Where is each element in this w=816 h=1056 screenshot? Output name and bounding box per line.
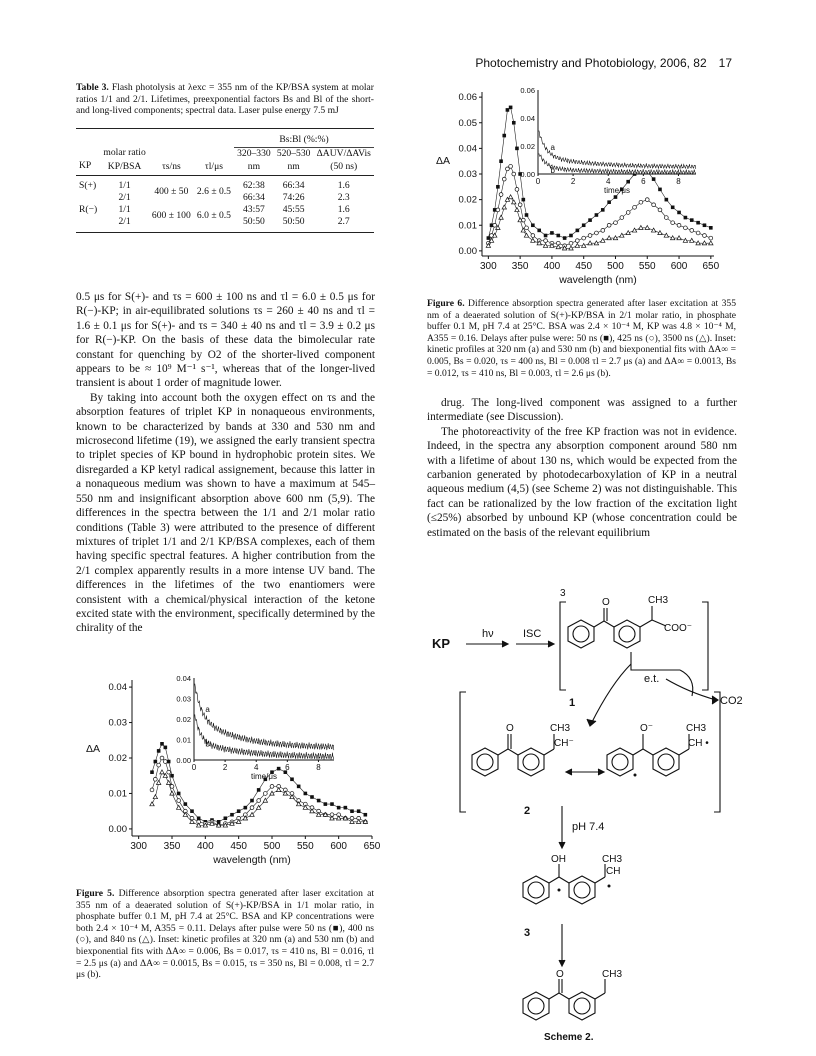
left-column-text [76, 290, 375, 636]
data-point-circle [150, 788, 154, 792]
hv-label: hν [482, 628, 494, 640]
x-tick-label: 600 [330, 841, 348, 852]
methyl-label-2: CH3 [550, 723, 571, 734]
x-tick-label: 300 [130, 841, 148, 852]
data-point-circle [263, 792, 267, 796]
data-point-square [304, 792, 308, 796]
data-point-circle [677, 223, 681, 227]
data-point-square [197, 816, 201, 820]
x-tick-label: 500 [263, 841, 281, 852]
data-point-square [184, 802, 188, 806]
inset-x-tick-label: 4 [253, 763, 259, 772]
data-point-circle [709, 236, 713, 240]
table3-cell: 1.6 [337, 203, 350, 215]
data-point-square [290, 777, 294, 781]
data-point-square [588, 218, 592, 222]
ch-label: CH [606, 866, 621, 877]
x-tick-label: 550 [638, 261, 656, 272]
data-point-triangle [515, 208, 519, 212]
figure5-label: Figure 5. [76, 888, 115, 899]
data-point-square [556, 234, 560, 238]
data-point-square [576, 229, 580, 233]
table3-col-tl: τl/μs [204, 161, 223, 172]
data-point-square [170, 774, 174, 778]
data-point-square [160, 742, 164, 746]
table3-cell: 50:50 [282, 215, 305, 227]
data-point-square [537, 229, 541, 233]
compound-3-label: 3 [524, 927, 531, 939]
data-point-square [224, 816, 228, 820]
data-point-circle [626, 211, 630, 215]
table-row [76, 180, 374, 192]
data-point-square [531, 223, 535, 227]
data-point-circle [633, 205, 637, 209]
x-tick-label: 500 [607, 261, 624, 272]
table-bottom-rule [76, 232, 374, 233]
compound-1-label: 1 [569, 697, 576, 709]
inset-curve-label: a [205, 704, 210, 714]
data-point-square [525, 213, 529, 217]
data-point-triangle [196, 823, 200, 827]
y-tick-label: 0.00 [108, 823, 127, 835]
data-point-square [177, 792, 181, 796]
data-point-circle [575, 239, 579, 243]
inset-y-tick-label: 0.01 [176, 735, 191, 745]
data-point-triangle [243, 816, 247, 820]
table-row [76, 204, 374, 216]
methyl-label: CH3 [648, 595, 669, 606]
data-point-circle [160, 756, 164, 760]
x-tick-label: 400 [543, 261, 561, 272]
table3-cell: 2/1 [118, 215, 131, 227]
paragraph: The photoreactivity of the free KP fraction was not in evidence. Indeed, in the spectra any absorption component around 580 nm with a lifetime of about 130 ns, which would be expected from the carbanion generated by photodecarboxylation of KP in a neutral aqueous medium (4,5) (see Scheme 2) was not distinguishable. This fact can be rationalized by the low fraction of the excitation light (≤25%) absorbed by unbound KP (whose concentration could be estimated on the basis of the relevant equilibrium [427, 425, 737, 539]
ph-label: pH 7.4 [572, 821, 605, 833]
paragraph: By taking into account both the oxygen effect on τs and the absorption features of triplet KP in nonaqueous environments, known to be characterized by bands at 330 and 530 nm and microsecond lifetime (19), we assigned the early transient spectra to triplet species of KP bound in hydrophobic protein sites. We disregarded a KP ketyl radical assignement, because this latter in a nonaqueous medium was shown to have a maximum at 545–550 nm and insignificant absorption above 600 nm (5,9). The differences in the spectra between the 1/1 and 2/1 molar ratio conditions (Table 3) were attributed to the presence of different mixtures of triplet 1/1 and 2/1 KP/BSA complexes, each of them having specific spectral features. A higher contribution from the 2/1 complex apparently results in a more intense UV band. The differences in the lifetimes of the two enantiomers were consistent with a chemical/physical interaction of the ketone excited state with the environment, specifically determined by the chirality of the [76, 391, 375, 635]
inset-x-tick-label: 0 [191, 763, 197, 772]
y-tick-label: 0.02 [458, 194, 477, 206]
table3-col-ts: τs/ns [161, 161, 181, 172]
data-point-square [665, 198, 669, 202]
y-tick-label: 0.03 [108, 717, 127, 729]
data-point-square [330, 802, 334, 806]
table3-cell: 2.3 [337, 191, 350, 203]
data-point-circle [601, 228, 605, 232]
x-tick-label: 650 [702, 261, 720, 272]
figure5-caption [76, 888, 374, 981]
paragraph: drug. The long-lived component was assigned to a further intermediate (see Discussion). [427, 397, 737, 424]
data-point-triangle [276, 788, 280, 792]
data-point-circle [270, 784, 274, 788]
x-tick-label: 300 [480, 261, 497, 272]
data-point-square [550, 231, 554, 235]
table3-cell: 600 ± 100 [151, 209, 191, 221]
data-point-circle [163, 760, 167, 764]
data-point-square [595, 213, 599, 217]
table3-caption [76, 82, 374, 117]
data-point-triangle [170, 791, 174, 795]
data-point-triangle [531, 238, 535, 242]
data-point-square [257, 788, 261, 792]
product-o-label: O [556, 969, 564, 980]
running-header [475, 56, 732, 70]
data-point-square [506, 108, 510, 112]
figure5-chart [76, 668, 381, 888]
data-point-square [317, 799, 321, 803]
data-point-square [652, 177, 656, 181]
table3-cell: 66:34 [242, 191, 265, 203]
y-axis-label: ΔA [436, 155, 451, 167]
scheme2-label: Scheme 2. [544, 1032, 594, 1043]
page-number: 17 [718, 56, 732, 70]
inset-y-tick-label: 0.00 [176, 756, 191, 765]
table3-label: Table 3. [76, 82, 109, 93]
hydroxyl-label: OH [551, 854, 566, 865]
data-point-triangle [502, 205, 506, 209]
data-point-circle [639, 200, 643, 204]
data-point-triangle [512, 200, 516, 204]
x-tick-label: 450 [575, 261, 593, 272]
inset-y-tick-label: 0.00 [520, 170, 535, 179]
table3-cell: 2/1 [118, 191, 131, 203]
data-point-triangle [270, 791, 274, 795]
inset-curve-label: b [205, 739, 210, 749]
data-point-square [502, 134, 506, 138]
radical-ch-label: CH • [688, 738, 709, 749]
data-point-triangle [176, 805, 180, 809]
data-point-circle [658, 208, 662, 212]
inset-x-axis-label: time/μs [251, 772, 277, 781]
data-point-circle [645, 198, 649, 202]
data-point-square [544, 234, 548, 238]
data-point-square [709, 226, 713, 230]
data-point-square [150, 770, 154, 774]
inset-x-axis-label: time/μs [604, 186, 630, 195]
data-point-circle [595, 231, 599, 235]
table3-col-da-1: ΔAUV/ΔAVis [316, 147, 371, 159]
x-axis-label: wavelength (nm) [559, 274, 637, 286]
data-point-square [344, 806, 348, 810]
data-point-square [487, 236, 491, 240]
journal-citation: Photochemistry and Photobiology, 2006, 82 [475, 56, 707, 70]
table3-group-header: Bs:Bl (%:%) [234, 133, 374, 147]
data-point-square [696, 221, 700, 225]
data-point-circle [177, 799, 181, 803]
data-point-square [684, 216, 688, 220]
data-point-square [690, 218, 694, 222]
carbonyl-o-2: O [506, 723, 514, 734]
data-point-triangle [303, 805, 307, 809]
data-point-circle [502, 177, 506, 181]
data-point-circle [696, 231, 700, 235]
table3-cell: 2.7 [337, 215, 350, 227]
data-point-square [157, 749, 161, 753]
inset-y-tick-label: 0.04 [176, 674, 191, 683]
isc-label: ISC [523, 628, 542, 640]
data-point-square [164, 746, 168, 750]
table3-col-ratio-1: molar ratio [103, 147, 146, 159]
et-line [631, 652, 680, 670]
data-point-circle [250, 806, 254, 810]
carboxylate-label: COO⁻ [664, 623, 693, 634]
table-top-rule [76, 128, 374, 129]
data-point-circle [496, 208, 500, 212]
data-point-square [357, 809, 361, 813]
table3-col-b1-1: 320–330 [237, 147, 271, 159]
data-point-triangle [156, 781, 160, 785]
data-point-square [244, 806, 248, 810]
data-point-triangle [160, 770, 164, 774]
table3-cell: 400 ± 50 [154, 185, 189, 197]
carbonyl-o: O [602, 597, 610, 608]
x-tick-label: 350 [163, 841, 181, 852]
table3-cell: 74:26 [282, 191, 305, 203]
table3-col-ratio-2: KP/BSA [107, 161, 142, 172]
inset-x-tick-label: 2 [222, 763, 228, 772]
bracket-right [702, 602, 708, 690]
x-tick-label: 650 [363, 841, 381, 852]
data-point-circle [518, 203, 522, 207]
table3-col-da-2: (50 ns) [330, 161, 358, 172]
data-point-circle [620, 216, 624, 220]
inset-y-tick-label: 0.02 [520, 142, 535, 151]
inset-x-tick-label: 8 [316, 763, 321, 772]
data-point-circle [582, 236, 586, 240]
inset-y-tick-label: 0.03 [176, 694, 191, 704]
data-point-square [324, 802, 328, 806]
bracket-left [560, 602, 566, 690]
y-tick-label: 0.02 [108, 753, 127, 764]
table3-cell: 1.6 [337, 179, 350, 191]
data-point-triangle [508, 195, 512, 199]
compound-2-label: 2 [524, 805, 531, 817]
data-point-square [658, 188, 662, 192]
data-point-square [703, 223, 707, 227]
y-tick-label: 0.04 [108, 682, 127, 694]
carbanion-label: CH⁻ [554, 738, 574, 749]
data-point-circle [569, 241, 573, 245]
y-tick-label: 0.01 [458, 220, 477, 232]
data-point-circle [170, 784, 174, 788]
table3-cell: 62:38 [242, 179, 265, 191]
methyl-label-4: CH3 [602, 854, 623, 865]
data-point-square [563, 236, 567, 240]
inset-y-tick-label: 0.02 [176, 715, 191, 724]
data-point-square [337, 806, 341, 810]
inset-curve-label: a [550, 142, 555, 152]
data-point-circle [512, 172, 516, 176]
inset-x-tick-label: 8 [676, 177, 681, 186]
data-point-circle [157, 763, 161, 767]
data-point-triangle [153, 795, 157, 799]
data-point-square [515, 147, 519, 151]
data-point-square [671, 206, 675, 210]
table3-cell: 66:34 [282, 179, 305, 191]
data-point-square [496, 185, 500, 189]
table3-caption-text: Flash photolysis at λexc = 355 nm of the KP/BSA system at molar ratios 1/1 and 2/1. Lifetimes, preexponential factors Bs and Bl of the short- and long-lived components; spectral data. Laser pulse energy 7.5 mJ [76, 82, 374, 117]
data-point-square [230, 813, 234, 817]
inset-y-tick-label: 0.04 [520, 114, 535, 123]
ring [568, 620, 594, 648]
enolate-o-label: O⁻ [640, 723, 654, 734]
data-point-square [237, 809, 241, 813]
data-point-square [350, 809, 354, 813]
y-tick-label: 0.00 [458, 245, 477, 257]
y-tick-label: 0.01 [108, 788, 127, 800]
inset-x-tick-label: 6 [285, 763, 290, 772]
table3-cell: 50:50 [242, 215, 265, 227]
table3-col-b2-2: nm [287, 161, 300, 172]
right-column-text [427, 396, 737, 540]
y-tick-label: 0.03 [458, 169, 477, 180]
data-point-square [626, 180, 630, 184]
data-point-circle [544, 239, 548, 243]
table3-cell: R(−) [79, 203, 98, 215]
data-point-square [154, 760, 158, 764]
data-point-triangle [310, 809, 314, 813]
data-point-triangle [499, 215, 503, 219]
data-point-triangle [150, 802, 154, 806]
data-point-square [607, 200, 611, 204]
data-point-circle [683, 226, 687, 230]
x-tick-label: 450 [230, 841, 248, 852]
et-label: e.t. [644, 673, 660, 685]
data-point-circle [531, 234, 535, 238]
data-point-square [364, 813, 368, 817]
co2-label: CO2 [720, 695, 743, 707]
data-point-circle [499, 193, 503, 197]
data-point-circle [515, 187, 519, 191]
data-point-square [310, 795, 314, 799]
data-point-triangle [283, 791, 287, 795]
data-point-circle [703, 234, 707, 238]
data-point-square [522, 198, 526, 202]
data-point-square [677, 211, 681, 215]
data-point-square [297, 785, 301, 789]
data-point-circle [671, 221, 675, 225]
x-tick-label: 550 [296, 841, 314, 852]
data-point-square [190, 809, 194, 813]
paragraph: 0.5 μs for S(+)- and τs = 600 ± 100 ns and τl = 6.0 ± 0.5 μs for R(−)-KP; in air-equilibrated solutions τs = 260 ± 40 ns and τl = 1.6 ± 0.1 μs for S(+)- and τs = 340 ± 40 ns and τl = 3.9 ± 0.2 μs for R(−)-KP. On the basis of these data the bimolecular rate constant for quenching by O2 of the shorter-lived component appears to be ≈ 10⁹ M⁻¹ s⁻¹, whereas that of the longer-lived transient is about 1 order of magnitude lower. [76, 291, 375, 390]
kp-label: KP [432, 636, 451, 651]
x-tick-label: 400 [196, 841, 214, 852]
inset-y-tick-label: 0.06 [520, 86, 535, 95]
scheme2-diagram [426, 574, 746, 1044]
table3-col-b2-1: 520–530 [276, 147, 311, 159]
data-point-circle [153, 777, 157, 781]
data-point-square [250, 799, 254, 803]
y-tick-label: 0.04 [458, 143, 477, 155]
data-point-square [614, 195, 618, 199]
inset-x-tick-label: 4 [605, 177, 611, 186]
table3-cell: 43:57 [242, 203, 265, 215]
figure6-caption [427, 298, 736, 379]
data-point-circle [588, 234, 592, 238]
table3-cell: 1/1 [118, 203, 131, 215]
y-tick-label: 0.06 [458, 92, 477, 104]
data-point-circle [257, 799, 261, 803]
data-point-square [509, 106, 513, 110]
y-tick-label: 0.05 [458, 117, 477, 129]
data-point-circle [493, 223, 497, 227]
inset-curve-label: b [550, 165, 555, 175]
data-point-square [277, 767, 281, 771]
table3-cell: 1/1 [118, 179, 131, 191]
data-point-circle [509, 164, 513, 168]
data-point-triangle [316, 812, 320, 816]
y-axis-label: ΔA [86, 743, 101, 755]
data-point-circle [607, 223, 611, 227]
data-point-square [499, 159, 503, 163]
figure6-chart [426, 80, 726, 295]
table3-grid [76, 133, 374, 228]
inset-x-tick-label: 2 [570, 177, 576, 186]
table3-cell: 45:55 [282, 203, 305, 215]
x-axis-label: wavelength (nm) [213, 854, 291, 866]
figure6-caption-text: Difference absorption spectra generated after laser excitation at 355 nm of a deaerated solution of S(+)-KP/BSA in 2/1 molar ratio, in phosphate buffer 0.1 M, pH 7.4 at 25°C. BSA was 2.4 × 10⁻⁴ M, KP was 4.8 × 10⁻⁴ M, A355 = 0.16. Delays after pulse were: 50 ns (■), 425 ns (○), 3500 ns (△). Inset: kinetic profiles at 320 nm (a) and 530 nm (b) and biexponential fits with ΔA∞ = 0.005, Bs = 0.020, τs = 400 ns, Bl = 0.008 τl = 2.7 μs (a) and ΔA∞ = 0.0013, Bs = 0.012, τs = 410 ns, Bl = 0.003, τl = 2.6 μs (b). [427, 298, 736, 379]
inset-x-tick-label: 0 [535, 177, 541, 186]
inset-x-tick-label: 6 [641, 177, 646, 186]
data-point-square [569, 234, 573, 238]
product-methyl-label: CH3 [602, 969, 623, 980]
figure5-caption-text: Difference absorption spectra generated after laser excitation at 355 nm of a deaerated solution of S(+)-KP/BSA in 1/1 molar ratio, in phosphate buffer 0.1 M, pH 7.4 at 25°C. BSA and KP concentrations were both 2.4 × 10⁻⁴ M, A355 = 0.11. Delays after pulse were 50 ns (■), 400 ns (○), and 840 ns (△). Inset: kinetic profiles at 320 nm (a) and 530 nm (b) and biexponential fits with ΔA∞ = 0.006, Bs = 0.017, τs = 410 ns, Bl = 0.016, τl = 2.5 μs (a) and ΔA∞ = 0.0015, Bs = 0.015, τs = 350 ns, Bl = 0.008, τl = 2.7 μs (b). [76, 888, 374, 981]
x-tick-label: 600 [670, 261, 688, 272]
data-point-circle [167, 770, 171, 774]
data-point-square [601, 208, 605, 212]
data-point-triangle [166, 781, 170, 785]
methyl-label-3: CH3 [686, 723, 707, 734]
x-tick-label: 350 [511, 261, 529, 272]
table3-col-b1-2: nm [247, 161, 261, 172]
table3-cell: 2.6 ± 0.5 [196, 185, 231, 197]
table3-cell: 6.0 ± 0.5 [196, 209, 231, 221]
data-point-circle [690, 228, 694, 232]
data-point-square [582, 223, 586, 227]
data-point-circle [652, 203, 656, 207]
table3 [76, 128, 374, 233]
data-point-square [512, 121, 516, 125]
data-point-triangle [236, 820, 240, 824]
data-point-circle [664, 216, 668, 220]
data-point-circle [525, 226, 529, 230]
table3-col-kp: KP [79, 159, 92, 171]
data-point-triangle [524, 233, 528, 237]
triplet-label: 3 [560, 588, 566, 599]
figure6-label: Figure 6. [427, 298, 465, 309]
data-point-circle [614, 221, 618, 225]
table3-cell: S(+) [79, 179, 97, 191]
